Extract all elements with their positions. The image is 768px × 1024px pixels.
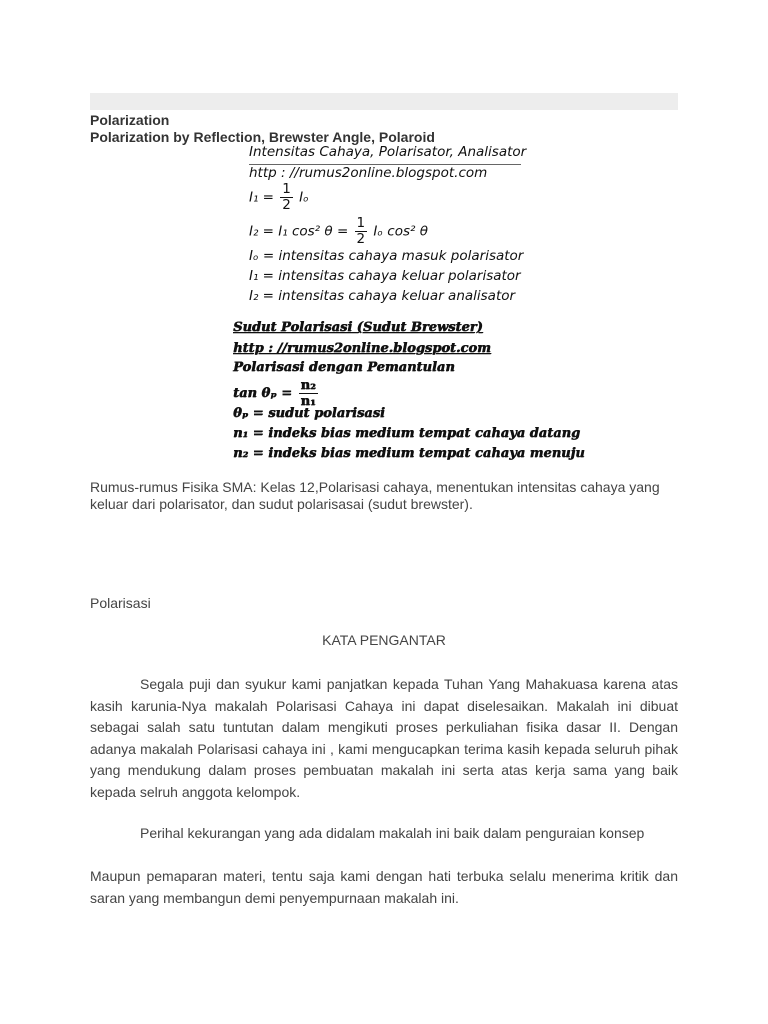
definition-i2: I₂ = intensitas cahaya keluar analisator	[249, 288, 516, 304]
definition-theta: θₚ = sudut polarisasi	[233, 406, 385, 421]
fraction-numerator: n₂	[300, 378, 316, 393]
kata-pengantar-heading: KATA PENGANTAR	[322, 632, 446, 648]
definition-n2: n₂ = indeks bias medium tempat cahaya menuju	[233, 446, 585, 461]
equation-i1-right: Iₒ	[294, 189, 309, 206]
fraction-denominator: 2	[282, 197, 291, 213]
fraction-numerator: 1	[356, 215, 366, 231]
equation-i1-left: I₁ =	[249, 189, 279, 206]
equation-i2-right: Iₒ cos² θ	[369, 223, 428, 240]
formula-url: http : //rumus2online.blogspot.com	[249, 165, 488, 181]
header-bar	[90, 93, 678, 110]
fraction-denominator: n₁	[300, 394, 316, 409]
equation-i2	[249, 216, 428, 247]
body-paragraph-1: Segala puji dan syukur kami panjatkan kepada Tuhan Yang Mahakuasa karena atas kasih karunia-Nya makalah Polarisasi Cahaya ini dapat diselesaikan. Makalah ini dibuat sebagai salah satu tuntutan dalam mengikuti proses perkuliahan fisika dasar II. Dengan adanya makalah Polarisasi cahaya ini , kami mengucapkan terima kasih kepada seluruh pihak yang mendukung dalam proses pembuatan makalah ini serta atas kerja sama yang baik kepada selruh anggota kelompok.	[90, 676, 678, 800]
section-label: Polarisasi	[90, 595, 151, 611]
brewster-url: http : //rumus2online.blogspot.com	[233, 341, 491, 356]
fraction-half	[355, 216, 368, 247]
equation-i2-left: I₂ = I₁ cos² θ =	[249, 223, 353, 240]
image-caption: Rumus-rumus Fisika SMA: Kelas 12,Polarisasi cahaya, menentukan intensitas cahaya yang keluar dari polarisator, dan sudut polarisasai (sudut brewster).	[90, 479, 660, 512]
formula-title: Intensitas Cahaya, Polarisator, Analisator	[249, 144, 527, 160]
page-subtitle: Polarization by Reflection, Brewster Angle, Polaroid	[90, 129, 435, 145]
equation-i1	[249, 182, 309, 213]
equation-tan-left: tan θₚ =	[233, 386, 297, 401]
fraction-half	[280, 182, 293, 213]
fraction-numerator: 1	[282, 181, 291, 197]
page-title: Polarization	[90, 112, 170, 128]
body-paragraph-3: Maupun pemaparan materi, tentu saja kami dengan hati terbuka selalu menerima kritik dan saran yang membangun demi penyempurnaan makalah ini.	[90, 868, 678, 906]
definition-io: Iₒ = intensitas cahaya masuk polarisator	[249, 248, 524, 264]
brewster-subtitle: Polarisasi dengan Pemantulan	[233, 360, 455, 375]
fraction-n2-n1	[299, 378, 318, 409]
definition-n1: n₁ = indeks bias medium tempat cahaya datang	[233, 426, 581, 441]
body-paragraph-2: Perihal kekurangan yang ada didalam makalah ini baik dalam penguraian konsep	[140, 825, 645, 841]
equation-tan	[233, 378, 320, 409]
fraction-denominator: 2	[356, 231, 366, 247]
definition-i1: I₁ = intensitas cahaya keluar polarisator	[249, 268, 521, 284]
brewster-title: Sudut Polarisasi (Sudut Brewster)	[233, 320, 483, 335]
